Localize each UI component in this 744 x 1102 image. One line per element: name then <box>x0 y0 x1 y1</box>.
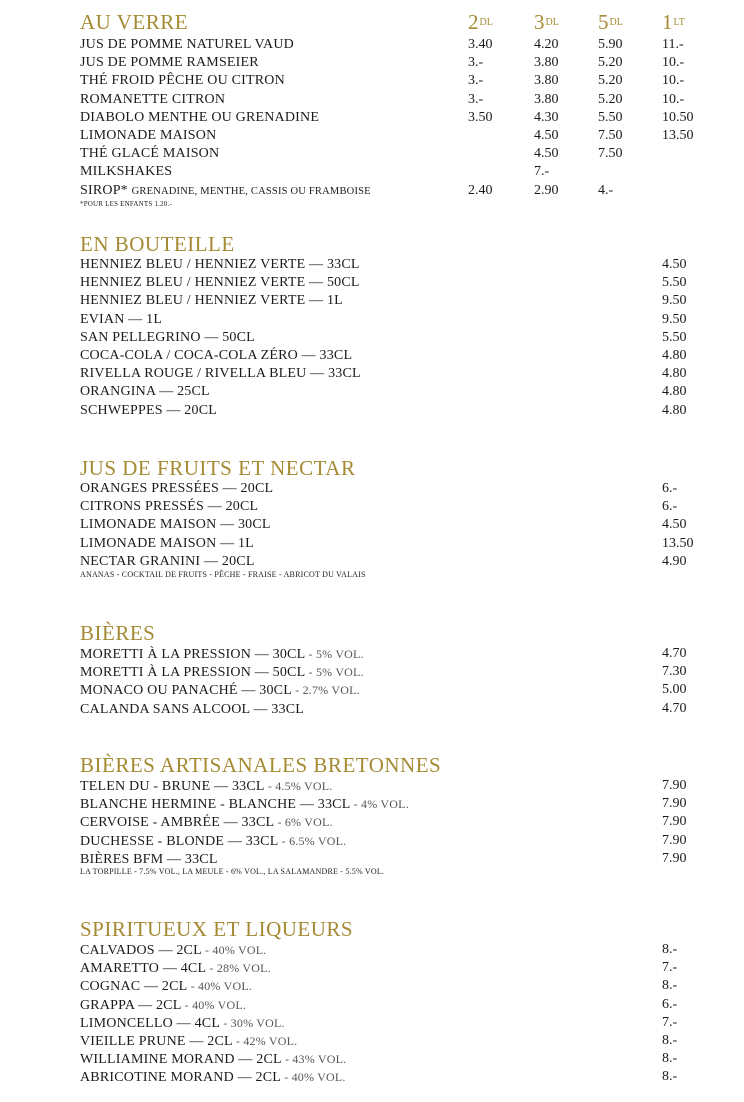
menu-row <box>80 402 710 420</box>
price-cell: 4.70 <box>662 700 687 716</box>
menu-row <box>80 777 710 795</box>
section-title: JUS DE FRUITS ET NECTAR <box>80 456 356 480</box>
section-title: EN BOUTEILLE <box>80 232 235 256</box>
column-header-1lt: $1^{LT}$ <box>662 10 685 34</box>
price-cell: 3.40 <box>468 37 493 52</box>
price-cell: 4.50 <box>662 517 687 533</box>
price-cell: 8.- <box>662 1032 678 1048</box>
price-cell: 8.- <box>662 1069 678 1085</box>
menu-row <box>80 681 710 699</box>
item-detail: - 43% VOL. <box>281 1052 347 1067</box>
price-cell: 4.50 <box>662 257 687 272</box>
item-name: JUS DE POMME NATUREL VAUD <box>80 37 294 52</box>
price-cell: 4.50 <box>534 146 559 162</box>
item-name: LIMONADE MAISON <box>80 127 217 143</box>
price-cell: 6.- <box>662 499 678 515</box>
item-detail: - 6.5% VOL. <box>278 833 347 848</box>
menu-row <box>80 256 710 274</box>
price-cell: 7.90 <box>662 832 687 848</box>
price-cell: 3.80 <box>534 73 559 89</box>
price-cell: 7.90 <box>662 796 687 812</box>
menu-row <box>80 72 710 90</box>
menu-row <box>80 941 710 959</box>
item-name: SAN PELLEGRINO — 50CL <box>80 329 255 345</box>
price-cell: 4.80 <box>662 402 687 418</box>
item-name: MORETTI À LA PRESSION — 30CL - 5% VOL. <box>80 647 364 662</box>
price-cell: 5.20 <box>598 73 623 89</box>
price-cell: 6.- <box>662 996 678 1012</box>
item-name: GRAPPA — 2CL - 40% VOL. <box>80 997 247 1013</box>
nectar-flavors-note: ANANAS - COCKTAIL DE FRUITS - PÊCHE - FRAISE - ABRICOT DU VALAIS <box>80 569 366 579</box>
price-cell: 7.90 <box>662 814 687 830</box>
price-cell: 7.- <box>662 960 678 976</box>
item-name: ROMANETTE CITRON <box>80 91 226 107</box>
price-cell: 9.50 <box>662 311 687 327</box>
item-name: THÉ FROID PÊCHE OU CITRON <box>80 73 285 89</box>
menu-row <box>80 645 710 663</box>
menu-row <box>80 145 710 163</box>
item-detail: - 40% VOL. <box>187 979 253 994</box>
menu-row <box>80 54 710 72</box>
item-name: SIROP* GRENADINE, MENTHE, CASSIS OU FRAMBOISE <box>80 182 371 198</box>
menu-row <box>80 1032 710 1050</box>
price-cell: 3.- <box>468 73 484 89</box>
price-cell: 3.80 <box>534 91 559 107</box>
sirop-note: *POUR LES ENFANTS 1.20.- <box>80 199 172 208</box>
menu-row <box>80 535 710 553</box>
section-bieres-bretonnes <box>80 753 710 877</box>
menu-row <box>80 850 710 868</box>
item-name: COCA-COLA / COCA-COLA ZÉRO — 33CL <box>80 347 353 363</box>
price-cell: 6.- <box>662 481 678 496</box>
price-cell: 5.20 <box>598 91 623 107</box>
menu-row <box>80 163 710 181</box>
item-name: ABRICOTINE MORAND — 2CL - 40% VOL. <box>80 1070 346 1086</box>
item-detail: - 28% VOL. <box>206 961 271 976</box>
price-cell: 3.- <box>468 55 484 71</box>
menu-row <box>80 91 710 109</box>
menu-row <box>80 36 710 54</box>
menu-row <box>80 365 710 383</box>
price-cell: 7.50 <box>598 127 623 143</box>
item-name: CALVADOS — 2CL - 40% VOL. <box>80 943 267 958</box>
menu-row <box>80 127 710 145</box>
price-cell: 7.90 <box>662 778 687 793</box>
menu-row-sirop <box>80 182 710 200</box>
item-detail: - 4% VOL. <box>350 797 409 812</box>
au-verre-list <box>80 36 710 209</box>
menu-row <box>80 996 710 1014</box>
price-cell: 10.- <box>662 73 685 89</box>
item-name: EVIAN — 1L <box>80 311 163 327</box>
item-name: LIMONCELLO — 4CL - 30% VOL. <box>80 1015 285 1031</box>
menu-row <box>80 832 710 850</box>
item-name: BLANCHE HERMINE - BLANCHE — 33CL - 4% VOL. <box>80 797 409 813</box>
price-cell: 13.50 <box>662 535 694 551</box>
item-name: MONACO OU PANACHÉ — 30CL - 2.7% VOL. <box>80 683 360 699</box>
price-cell: 4.80 <box>662 384 687 400</box>
price-cell: 4.80 <box>662 347 687 363</box>
item-name: COGNAC — 2CL - 40% VOL. <box>80 979 253 995</box>
price-cell: 3.50 <box>468 109 493 125</box>
menu-row <box>80 311 710 329</box>
item-name: WILLIAMINE MORAND — 2CL - 43% VOL. <box>80 1052 347 1068</box>
item-name: CALANDA SANS ALCOOL — 33CL <box>80 701 305 717</box>
price-cell: 4.20 <box>534 37 559 52</box>
menu-row <box>80 329 710 347</box>
price-cell: 8.- <box>662 942 678 957</box>
menu-row <box>80 498 710 516</box>
price-cell: 3.- <box>468 91 484 107</box>
menu-row <box>80 347 710 365</box>
section-spiritueux <box>80 917 710 1087</box>
item-name: HENNIEZ BLEU / HENNIEZ VERTE — 50CL <box>80 275 360 291</box>
menu-row <box>80 516 710 534</box>
item-detail: GRENADINE, MENTHE, CASSIS OU FRAMBOISE <box>131 185 371 197</box>
item-name: LIMONADE MAISON — 1L <box>80 535 254 551</box>
item-name: ORANGES PRESSÉES — 20CL <box>80 481 274 496</box>
item-name: LIMONADE MAISON — 30CL <box>80 517 271 533</box>
item-detail: - 40% VOL. <box>281 1070 346 1085</box>
menu-row <box>80 274 710 292</box>
item-name: SCHWEPPES — 20CL <box>80 402 217 418</box>
price-cell: 2.90 <box>534 182 559 198</box>
item-name: HENNIEZ BLEU / HENNIEZ VERTE — 1L <box>80 293 343 309</box>
price-cell: 7.- <box>534 164 550 180</box>
item-name: CITRONS PRESSÉS — 20CL <box>80 499 259 515</box>
section-jus-de-fruits <box>80 456 710 580</box>
item-name: DIABOLO MENTHE OU GRENADINE <box>80 109 320 125</box>
item-detail: - 5% VOL. <box>305 665 364 680</box>
price-cell: 5.50 <box>662 275 687 291</box>
price-cell: 7.50 <box>598 146 623 162</box>
item-name: TELEN DU - BRUNE — 33CL - 4.5% VOL. <box>80 779 333 794</box>
item-name: MORETTI À LA PRESSION — 50CL - 5% VOL. <box>80 665 364 681</box>
menu-row <box>80 700 710 718</box>
item-name: HENNIEZ BLEU / HENNIEZ VERTE — 33CL <box>80 257 360 272</box>
section-bieres <box>80 621 710 718</box>
item-name: CERVOISE - AMBRÉE — 33CL - 6% VOL. <box>80 815 333 831</box>
price-cell: 5.50 <box>662 329 687 345</box>
item-detail: - 40% VOL. <box>181 997 247 1012</box>
price-cell: 5.20 <box>598 55 623 71</box>
price-cell: 13.50 <box>662 127 694 143</box>
column-header-5dl: $5^{DL}$ <box>598 10 623 34</box>
menu-row <box>80 977 710 995</box>
menu-row <box>80 959 710 977</box>
item-name: NECTAR GRANINI — 20CL <box>80 553 255 569</box>
menu-row <box>80 813 710 831</box>
item-name: MILKSHAKES <box>80 164 173 180</box>
section-title: BIÈRES ARTISANALES BRETONNES <box>80 753 442 777</box>
section-au-verre <box>80 10 710 209</box>
price-cell: 7.- <box>662 1014 678 1030</box>
item-detail: - 6% VOL. <box>274 815 333 830</box>
price-cell: 11.- <box>662 37 684 52</box>
item-detail: - 4.5% VOL. <box>264 779 333 793</box>
section-title: AU VERRE <box>80 10 189 34</box>
price-cell: 5.00 <box>662 682 687 698</box>
menu-row <box>80 109 710 127</box>
item-detail: - 40% VOL. <box>201 943 267 957</box>
section-en-bouteille <box>80 232 710 420</box>
section-title: BIÈRES <box>80 621 156 645</box>
price-cell: 4.80 <box>662 366 687 382</box>
menu-row <box>80 663 710 681</box>
price-cell: 4.30 <box>534 109 559 125</box>
menu-row <box>80 480 710 498</box>
column-header-2dl: $2^{DL}$ <box>468 10 493 34</box>
price-cell: 8.- <box>662 1051 678 1067</box>
price-cell: 8.- <box>662 978 678 994</box>
menu-row <box>80 292 710 310</box>
item-name: AMARETTO — 4CL - 28% VOL. <box>80 961 271 977</box>
item-name: VIEILLE PRUNE — 2CL - 42% VOL. <box>80 1033 298 1049</box>
column-header-3dl: $3^{DL}$ <box>534 10 559 34</box>
price-cell: 5.50 <box>598 109 623 125</box>
item-name: BIÈRES BFM — 33CL <box>80 851 218 867</box>
price-cell: 4.50 <box>534 127 559 143</box>
price-cell: 4.70 <box>662 646 687 661</box>
item-detail: - 5% VOL. <box>305 647 364 661</box>
item-detail: - 42% VOL. <box>232 1033 298 1048</box>
menu-row <box>80 1050 710 1068</box>
item-name: THÉ GLACÉ MAISON <box>80 146 220 162</box>
item-name: DUCHESSE - BLONDE — 33CL - 6.5% VOL. <box>80 833 347 849</box>
bfm-beers-note: LA TORPILLE - 7.5% VOL., LA MEULE - 6% VOL., LA SALAMANDRE - 5.5% VOL. <box>80 866 385 876</box>
price-cell: 4.90 <box>662 553 687 569</box>
item-name: ORANGINA — 25CL <box>80 384 210 400</box>
price-cell: 4.- <box>598 182 614 198</box>
menu-row <box>80 1068 710 1086</box>
price-cell: 2.40 <box>468 182 493 198</box>
price-cell: 7.90 <box>662 850 687 866</box>
item-name: RIVELLA ROUGE / RIVELLA BLEU — 33CL <box>80 366 361 382</box>
price-cell: 5.90 <box>598 37 623 52</box>
price-cell: 9.50 <box>662 293 687 309</box>
item-detail: - 2.7% VOL. <box>291 683 360 698</box>
price-cell: 10.- <box>662 91 685 107</box>
price-cell: 10.- <box>662 55 685 71</box>
price-cell: 3.80 <box>534 55 559 71</box>
item-name: JUS DE POMME RAMSEIER <box>80 55 259 71</box>
menu-row <box>80 1014 710 1032</box>
item-detail: - 30% VOL. <box>220 1015 285 1030</box>
menu-row <box>80 553 710 571</box>
menu-row <box>80 383 710 401</box>
price-cell: 10.50 <box>662 109 694 125</box>
price-cell: 7.30 <box>662 664 687 680</box>
menu-row <box>80 795 710 813</box>
section-title: SPIRITUEUX ET LIQUEURS <box>80 917 354 941</box>
